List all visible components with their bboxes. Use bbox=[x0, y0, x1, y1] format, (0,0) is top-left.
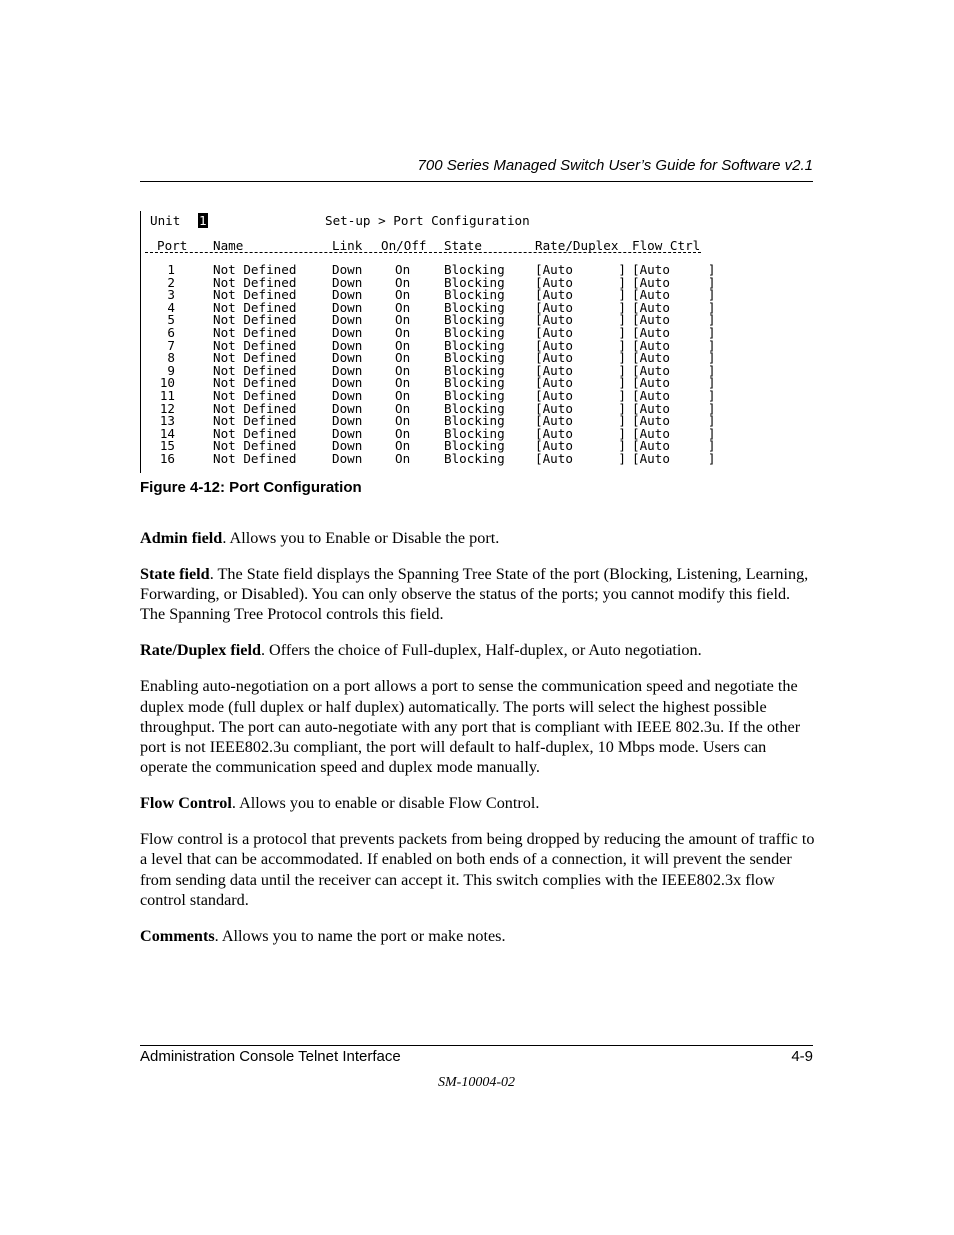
port-onoff[interactable]: On bbox=[395, 438, 411, 454]
port-flow-ctrl[interactable]: [Auto ] bbox=[632, 337, 716, 353]
port-rate-duplex[interactable]: [Auto ] bbox=[535, 387, 626, 403]
paragraph bbox=[140, 640, 815, 660]
port-state: Blocking bbox=[444, 262, 505, 277]
port-name[interactable]: Not Defined bbox=[213, 375, 297, 391]
footer-section-title: Administration Console Telnet Interface bbox=[140, 1048, 401, 1065]
footer-divider bbox=[140, 1045, 813, 1046]
port-number: 4 bbox=[167, 299, 175, 315]
port-name[interactable]: Not Defined bbox=[213, 337, 297, 353]
port-flow-ctrl[interactable]: [Auto ] bbox=[632, 350, 716, 366]
port-onoff[interactable]: On bbox=[395, 299, 411, 315]
port-state: Blocking bbox=[444, 362, 505, 378]
port-link: Down bbox=[332, 438, 363, 454]
port-flow-ctrl[interactable]: [Auto ] bbox=[632, 413, 716, 429]
port-onoff[interactable]: On bbox=[395, 274, 411, 290]
port-state: Blocking bbox=[444, 450, 505, 466]
port-state: Blocking bbox=[444, 413, 505, 429]
port-onoff[interactable]: On bbox=[395, 425, 411, 441]
port-state: Blocking bbox=[444, 438, 505, 454]
port-link: Down bbox=[332, 350, 363, 366]
port-link: Down bbox=[332, 400, 363, 416]
paragraph-term: State field bbox=[140, 565, 210, 583]
port-link: Down bbox=[332, 262, 363, 277]
figure-caption: Figure 4-12: Port Configuration bbox=[140, 479, 362, 496]
port-rate-duplex[interactable]: [Auto ] bbox=[535, 450, 626, 466]
port-number: 8 bbox=[167, 350, 175, 366]
port-link: Down bbox=[332, 387, 363, 403]
body-text bbox=[140, 528, 815, 962]
port-rate-duplex[interactable]: [Auto ] bbox=[535, 400, 626, 416]
port-name[interactable]: Not Defined bbox=[213, 450, 297, 466]
port-onoff[interactable]: On bbox=[395, 350, 411, 366]
col-header-port: Port bbox=[157, 238, 188, 253]
col-header-link: Link bbox=[332, 238, 363, 253]
port-onoff[interactable]: On bbox=[395, 413, 411, 429]
port-number: 13 bbox=[159, 413, 175, 429]
port-name[interactable]: Not Defined bbox=[213, 299, 297, 315]
paragraph-text: Flow control is a protocol that prevents packets from being dropped by reducing the amount of traffic to a level that can be accommodated. If enabled on both ends of a connection, it will prevent the sender from sending data until the receiver can accept it. This switch complies with the IEEE802.3x flow control standard. bbox=[140, 830, 815, 909]
port-rate-duplex[interactable]: [Auto ] bbox=[535, 350, 626, 366]
page-header-title: 700 Series Managed Switch User’s Guide for Software v2.1 bbox=[417, 157, 813, 174]
port-flow-ctrl[interactable]: [Auto ] bbox=[632, 287, 716, 303]
port-state: Blocking bbox=[444, 350, 505, 366]
port-link: Down bbox=[332, 312, 363, 328]
port-onoff[interactable]: On bbox=[395, 287, 411, 303]
port-onoff[interactable]: On bbox=[395, 324, 411, 340]
paragraph bbox=[140, 564, 815, 625]
port-number: 14 bbox=[159, 425, 175, 441]
col-header-onoff: On/Off bbox=[381, 238, 427, 253]
port-number: 10 bbox=[159, 375, 175, 391]
port-flow-ctrl[interactable]: [Auto ] bbox=[632, 400, 716, 416]
port-number: 16 bbox=[159, 450, 175, 466]
port-state: Blocking bbox=[444, 400, 505, 416]
port-flow-ctrl[interactable]: [Auto ] bbox=[632, 312, 716, 328]
header-divider bbox=[140, 181, 813, 182]
paragraph-text: Enabling auto-negotiation on a port allows a port to sense the communication speed and negotiate the duplex mode (full duplex or half duplex) automatically. The ports will select the highest possible throughput. The port can auto-negotiate with any port that is compliant with IEEE 802.3u. If the other port is not IEEE802.3u compliant, the port will default to half-duplex, 10 Mbps mode. Users can operate the communication speed and duplex mode manually. bbox=[140, 677, 801, 777]
port-link: Down bbox=[332, 375, 363, 391]
port-link: Down bbox=[332, 450, 363, 466]
paragraph bbox=[140, 793, 815, 813]
port-state: Blocking bbox=[444, 337, 505, 353]
port-number: 1 bbox=[167, 262, 175, 277]
port-number: 7 bbox=[167, 337, 175, 353]
port-name[interactable]: Not Defined bbox=[213, 312, 297, 328]
paragraph bbox=[140, 829, 815, 910]
port-rate-duplex[interactable]: [Auto ] bbox=[535, 337, 626, 353]
port-state: Blocking bbox=[444, 387, 505, 403]
port-name[interactable]: Not Defined bbox=[213, 413, 297, 429]
port-state: Blocking bbox=[444, 324, 505, 340]
port-flow-ctrl[interactable]: [Auto ] bbox=[632, 425, 716, 441]
port-onoff[interactable]: On bbox=[395, 400, 411, 416]
port-name[interactable]: Not Defined bbox=[213, 350, 297, 366]
port-flow-ctrl[interactable]: [Auto ] bbox=[632, 362, 716, 378]
port-flow-ctrl[interactable]: [Auto ] bbox=[632, 375, 716, 391]
port-name[interactable]: Not Defined bbox=[213, 362, 297, 378]
port-name[interactable]: Not Defined bbox=[213, 324, 297, 340]
port-flow-ctrl[interactable]: [Auto ] bbox=[632, 274, 716, 290]
paragraph-term: Flow Control bbox=[140, 794, 232, 813]
port-number: 6 bbox=[167, 324, 175, 340]
port-name[interactable]: Not Defined bbox=[213, 400, 297, 416]
unit-label: Unit bbox=[150, 213, 181, 228]
port-number: 2 bbox=[167, 274, 175, 290]
port-flow-ctrl[interactable]: [Auto ] bbox=[632, 299, 716, 315]
port-link: Down bbox=[332, 274, 363, 290]
port-onoff[interactable]: On bbox=[395, 387, 411, 403]
port-state: Blocking bbox=[444, 287, 505, 303]
port-number: 9 bbox=[167, 362, 175, 378]
port-number: 5 bbox=[167, 312, 175, 328]
paragraph-text: . The State field displays the Spanning Tree State of the port (Blocking, Listening, Learning, Forwarding, or Disabled). You can only observe the status of the ports; you cannot modify this field. The Spanning Tree Protocol controls this field. bbox=[140, 565, 809, 624]
port-rate-duplex[interactable]: [Auto ] bbox=[535, 324, 626, 340]
port-onoff[interactable]: On bbox=[395, 450, 411, 466]
port-link: Down bbox=[332, 324, 363, 340]
col-header-name: Name bbox=[213, 238, 244, 253]
port-rate-duplex[interactable]: [Auto ] bbox=[535, 413, 626, 429]
port-link: Down bbox=[332, 362, 363, 378]
paragraph-term: Rate/Duplex field bbox=[140, 641, 261, 660]
port-onoff[interactable]: On bbox=[395, 262, 411, 277]
port-table-body bbox=[141, 262, 716, 466]
port-rate-duplex[interactable]: [Auto ] bbox=[535, 312, 626, 328]
table-row bbox=[141, 450, 716, 466]
port-flow-ctrl[interactable]: [Auto ] bbox=[632, 324, 716, 340]
port-flow-ctrl[interactable]: [Auto ] bbox=[632, 262, 716, 277]
port-state: Blocking bbox=[444, 274, 505, 290]
port-state: Blocking bbox=[444, 312, 505, 328]
port-rate-duplex[interactable]: [Auto ] bbox=[535, 438, 626, 454]
port-onoff[interactable]: On bbox=[395, 337, 411, 353]
paragraph-text: . Offers the choice of Full-duplex, Half-duplex, or Auto negotiation. bbox=[260, 641, 702, 660]
unit-value[interactable]: 1 bbox=[199, 213, 207, 228]
port-rate-duplex[interactable]: [Auto ] bbox=[535, 375, 626, 391]
paragraph-text: . Allows you to Enable or Disable the port. bbox=[222, 529, 500, 547]
paragraph-term: Comments bbox=[140, 926, 215, 945]
port-rate-duplex[interactable]: [Auto ] bbox=[535, 287, 626, 303]
port-number: 11 bbox=[159, 387, 175, 403]
port-rate-duplex[interactable]: [Auto ] bbox=[535, 274, 626, 290]
port-link: Down bbox=[332, 287, 363, 303]
port-name[interactable]: Not Defined bbox=[213, 438, 297, 454]
col-header-rate-duplex: Rate/Duplex bbox=[535, 238, 619, 253]
footer-page-number: 4-9 bbox=[791, 1048, 813, 1065]
port-flow-ctrl[interactable]: [Auto ] bbox=[632, 438, 716, 454]
port-name[interactable]: Not Defined bbox=[213, 425, 297, 441]
port-link: Down bbox=[332, 425, 363, 441]
port-flow-ctrl[interactable]: [Auto ] bbox=[632, 450, 716, 466]
paragraph bbox=[140, 676, 815, 777]
terminal-breadcrumb: Set-up > Port Configuration bbox=[325, 213, 530, 228]
port-number: 15 bbox=[159, 438, 175, 454]
paragraph bbox=[140, 926, 815, 946]
port-flow-ctrl[interactable]: [Auto ] bbox=[632, 387, 716, 403]
port-name[interactable]: Not Defined bbox=[213, 262, 297, 277]
port-name[interactable]: Not Defined bbox=[213, 287, 297, 303]
paragraph-text: . Allows you to name the port or make notes. bbox=[214, 926, 506, 945]
port-link: Down bbox=[332, 413, 363, 429]
port-number: 12 bbox=[159, 400, 175, 416]
col-header-flow-ctrl: Flow Ctrl bbox=[632, 238, 701, 253]
col-header-state: State bbox=[444, 238, 482, 253]
port-onoff[interactable]: On bbox=[395, 375, 411, 391]
paragraph bbox=[140, 528, 815, 548]
terminal-dashed-separator bbox=[145, 252, 701, 253]
port-link: Down bbox=[332, 299, 363, 315]
port-state: Blocking bbox=[444, 375, 505, 391]
port-onoff[interactable]: On bbox=[395, 362, 411, 378]
port-state: Blocking bbox=[444, 425, 505, 441]
port-rate-duplex[interactable]: [Auto ] bbox=[535, 362, 626, 378]
port-number: 3 bbox=[167, 287, 175, 303]
terminal-top-bar bbox=[141, 213, 711, 229]
document-id: SM-10004-02 bbox=[438, 1075, 515, 1090]
port-link: Down bbox=[332, 337, 363, 353]
port-onoff[interactable]: On bbox=[395, 312, 411, 328]
port-name[interactable]: Not Defined bbox=[213, 274, 297, 290]
terminal-screenshot bbox=[140, 211, 716, 473]
port-state: Blocking bbox=[444, 299, 505, 315]
port-rate-duplex[interactable]: [Auto ] bbox=[535, 425, 626, 441]
port-rate-duplex[interactable]: [Auto ] bbox=[535, 299, 626, 315]
paragraph-term: Admin field bbox=[140, 529, 223, 547]
port-rate-duplex[interactable]: [Auto ] bbox=[535, 262, 626, 277]
port-name[interactable]: Not Defined bbox=[213, 387, 297, 403]
paragraph-text: . Allows you to enable or disable Flow Control. bbox=[231, 794, 540, 813]
